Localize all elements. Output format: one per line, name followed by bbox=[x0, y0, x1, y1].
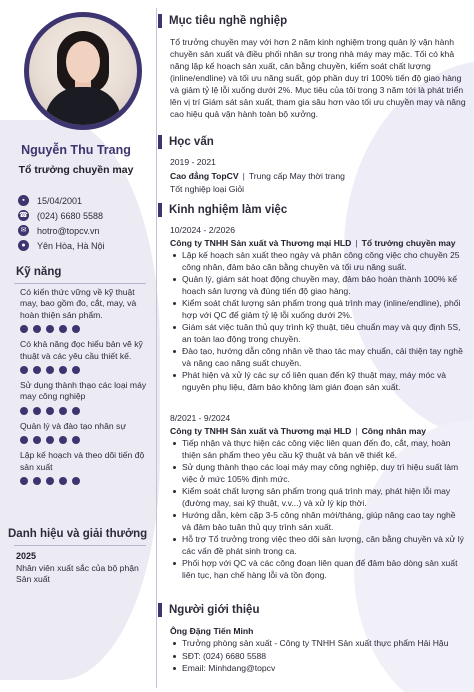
skills-list bbox=[20, 287, 148, 491]
bullet-item: Email: Minhdang@topcv bbox=[172, 663, 466, 675]
bullet-item: Hỗ trợ Tổ trưởng trong việc theo dõi sản lượng, cân bằng chuyền và xử lý các vấn đề phát sinh trong ca. bbox=[172, 534, 466, 557]
education-heading: Học vấn bbox=[169, 136, 214, 148]
bullet-item: Trưởng phòng sản xuất - Công ty TNHH Sản xuất thực phẩm Hải Hậu bbox=[172, 638, 466, 650]
sidebar bbox=[0, 0, 152, 692]
contact-info bbox=[18, 193, 148, 253]
rating-dot bbox=[33, 407, 41, 415]
bullet-item: Giám sát việc tuân thủ quy trình kỹ thuật, tiêu chuẩn may và quy định 5S, an toàn lao động trong chuyền. bbox=[172, 322, 466, 345]
objective-heading: Mục tiêu nghề nghiệp bbox=[169, 15, 288, 27]
skills-divider bbox=[14, 283, 146, 284]
bullet-item: Kiểm soát chất lượng sản phẩm trong quá trình may (inline/endline), phối hợp với QC để giảm tỷ lệ lỗi xuống dưới 2%. bbox=[172, 298, 466, 321]
skill-text: Lập kế hoạch và theo dõi tiến độ sản xuất bbox=[20, 450, 145, 472]
reference-header bbox=[158, 603, 259, 617]
skill-text: Có khả năng đọc hiểu bản vẽ kỹ thuật và các yêu cầu thiết kế. bbox=[20, 339, 143, 361]
awards-body bbox=[16, 551, 148, 586]
education-school: Cao đẳng TopCV bbox=[170, 171, 239, 181]
skill-rating bbox=[20, 436, 148, 444]
location-icon: ● bbox=[18, 240, 29, 251]
job-period: 8/2021 - 9/2024 bbox=[170, 413, 231, 423]
objective-header bbox=[158, 14, 287, 28]
bullet-item: Phối hợp với QC và các công đoạn liên quan để đảm bảo dòng sản xuất liên tục, hạn chế hàng lỗi và tồn đọng. bbox=[172, 558, 466, 581]
calendar-icon: ▪ bbox=[18, 195, 29, 206]
rating-dot bbox=[72, 436, 80, 444]
rating-dot bbox=[20, 407, 28, 415]
contact-birthdate bbox=[18, 193, 148, 208]
job-responsibilities bbox=[172, 250, 466, 394]
education-period: 2019 - 2021 bbox=[170, 157, 216, 167]
contact-email bbox=[18, 223, 148, 238]
rating-dot bbox=[59, 366, 67, 374]
rating-dot bbox=[33, 477, 41, 485]
job-title-line: Công ty TNHH Sản xuất và Thương mại HLD | Tổ trưởng chuyền may bbox=[170, 238, 456, 248]
skills-heading: Kỹ năng bbox=[16, 266, 62, 278]
rating-dot bbox=[59, 436, 67, 444]
rating-dot bbox=[20, 325, 28, 333]
rating-dot bbox=[59, 325, 67, 333]
bullet-item: Phát hiện và xử lý các sự cố liên quan đến kỹ thuật may, máy móc và nguyên phụ liệu, đảm bảo không làm gián đoạn sản xuất. bbox=[172, 370, 466, 393]
reference-name: Ông Đặng Tiến Minh bbox=[170, 626, 254, 636]
birthdate-value: 15/04/2001 bbox=[37, 195, 83, 206]
skill-text: Có kiến thức vững về kỹ thuật may, bao gồm đo, cắt, may, và hoàn thiện sản phẩm. bbox=[20, 287, 137, 320]
rating-dot bbox=[33, 436, 41, 444]
job-company: Công ty TNHH Sản xuất và Thương mại HLD bbox=[170, 426, 352, 436]
candidate-name: Nguyễn Thu Trang bbox=[21, 143, 131, 157]
education-major: Trung cấp May thời trang bbox=[248, 171, 345, 181]
skill-text: Sử dụng thành thạo các loại máy may công nghiệp bbox=[20, 380, 147, 402]
column-divider bbox=[156, 8, 157, 688]
rating-dot bbox=[59, 407, 67, 415]
rating-dot bbox=[20, 477, 28, 485]
bullet-item: Kiểm soát chất lượng sản phẩm trong quá trình may, phát hiện lỗi may (đường may, sai kỹ thuật, v.v...) và xử lý kịp thời. bbox=[172, 486, 466, 509]
award-text: Nhân viên xuất sắc của bộ phận Sản xuất bbox=[16, 563, 139, 585]
skill-text: Quản lý và đào tạo nhân sự bbox=[20, 420, 127, 431]
rating-dot bbox=[20, 436, 28, 444]
phone-icon: ☎ bbox=[19, 212, 28, 219]
contact-address bbox=[18, 238, 148, 253]
bullet-item: Đào tạo, hướng dẫn công nhân về thao tác may chuẩn, cải thiện tay nghề và nâng cao năng suất chuyền. bbox=[172, 346, 466, 369]
reference-heading: Người giới thiệu bbox=[169, 604, 260, 616]
phone-value: (024) 6680 5588 bbox=[37, 210, 104, 221]
contact-phone bbox=[18, 208, 148, 223]
awards-heading: Danh hiệu và giải thưởng bbox=[8, 528, 148, 540]
skill-rating bbox=[20, 325, 148, 333]
rating-dot bbox=[20, 366, 28, 374]
bullet-item: Sử dụng thành thạo các loại máy may công nghiệp, duy trì hiệu suất làm việc ở mức 105% định mức. bbox=[172, 462, 466, 485]
job-position: Công nhân may bbox=[361, 426, 427, 436]
education-grade: Tốt nghiệp loại Giỏi bbox=[170, 184, 245, 194]
address-value: Yên Hòa, Hà Nội bbox=[37, 240, 105, 251]
job-period: 10/2024 - 2/2026 bbox=[170, 225, 235, 235]
job-responsibilities bbox=[172, 438, 466, 582]
experience-heading: Kinh nghiệm làm việc bbox=[169, 204, 288, 216]
award-year: 2025 bbox=[16, 551, 37, 561]
rating-dot bbox=[72, 325, 80, 333]
rating-dot bbox=[46, 477, 54, 485]
skill-rating bbox=[20, 366, 148, 374]
bullet-item: Quản lý, giám sát hoạt động chuyền may, đảm bảo hoàn thành 100% kế hoạch sản lượng và đúng tiến độ giao hàng. bbox=[172, 274, 466, 297]
skill-rating bbox=[20, 477, 148, 485]
rating-dot bbox=[46, 325, 54, 333]
job-company: Công ty TNHH Sản xuất và Thương mại HLD bbox=[170, 238, 352, 248]
skill-item bbox=[20, 450, 148, 485]
skill-rating bbox=[20, 407, 148, 415]
rating-dot bbox=[33, 325, 41, 333]
awards-divider bbox=[14, 545, 146, 546]
rating-dot bbox=[46, 436, 54, 444]
rating-dot bbox=[46, 366, 54, 374]
bullet-item: Hướng dẫn, kèm cặp 3-5 công nhân mới/tháng, giúp nâng cao tay nghề và đảm bảo tuân thủ quy trình sản xuất. bbox=[172, 510, 466, 533]
rating-dot bbox=[33, 366, 41, 374]
bullet-item: Lập kế hoạch sản xuất theo ngày và phân công công việc cho chuyền 25 công nhân, đảm bảo cân bằng chuyền và tối ưu năng suất. bbox=[172, 250, 466, 273]
rating-dot bbox=[72, 477, 80, 485]
rating-dot bbox=[46, 407, 54, 415]
skill-item bbox=[20, 421, 148, 444]
experience-header bbox=[158, 203, 287, 217]
objective-text: Tổ trưởng chuyền may với hơn 2 năm kinh nghiệm trong quản lý vận hành chuyền sản xuất và điều phối nhân sự trong nhà máy may mặc. Tối có khả năng lập kế hoạch sản xuất, cân bằng chuyền, kiểm soát chất lượng (inline/endline) và tối ưu năng suất, góp phần duy trì 100% tiến độ giao hàng và giảm tỷ lệ lỗi xuống dưới 2%. Mục tiêu của tôi trong 3 năm tới là phát triển lên vị trí Giám sát sản xuất, tham gia sâu hơn vào tối ưu chuyền may và nâng cao hiệu quả vận hành toàn bộ xưởng. bbox=[170, 37, 466, 119]
education-school-line: Cao đẳng TopCV | Trung cấp May thời trang bbox=[170, 171, 345, 181]
candidate-title: Tổ trưởng chuyền may bbox=[18, 164, 134, 176]
avatar bbox=[29, 17, 137, 125]
skill-item bbox=[20, 339, 148, 374]
education-header bbox=[158, 135, 214, 149]
skill-item bbox=[20, 380, 148, 415]
job-title-line: Công ty TNHH Sản xuất và Thương mại HLD | Công nhân may bbox=[170, 426, 427, 436]
email-icon: ✉ bbox=[18, 225, 29, 236]
job-position: Tổ trưởng chuyền may bbox=[361, 238, 456, 248]
rating-dot bbox=[72, 407, 80, 415]
reference-details bbox=[172, 638, 466, 676]
skill-item bbox=[20, 287, 148, 333]
email-value: hotro@topcv.vn bbox=[37, 225, 100, 236]
bullet-item: SĐT: (024) 6680 5588 bbox=[172, 651, 466, 663]
avatar-frame bbox=[24, 12, 142, 130]
bullet-item: Tiếp nhận và thực hiện các công việc liên quan đến đo, cắt, may, hoàn thiện sản phẩm theo yêu cầu kỹ thuật và bản vẽ thiết kế. bbox=[172, 438, 466, 461]
rating-dot bbox=[59, 477, 67, 485]
rating-dot bbox=[72, 366, 80, 374]
